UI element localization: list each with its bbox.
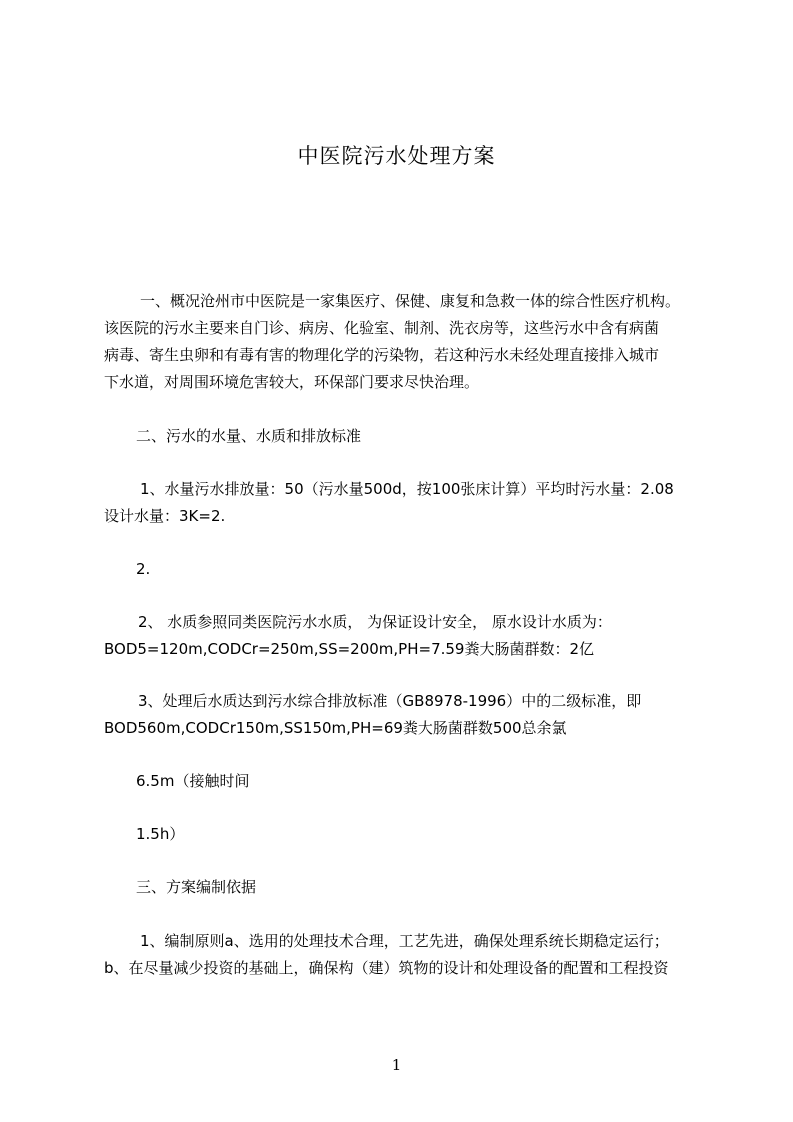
paragraph-line: 6.5m（接触时间: [136, 772, 250, 790]
paragraph-line: 一、概况沧州市中医院是一家集医疗、保健、康复和急救一体的综合性医疗机构。: [140, 292, 681, 310]
paragraph-line: 3、处理后水质达到污水综合排放标准（GB8978-1996）中的二级标准，即: [138, 692, 642, 710]
paragraph-line: 2.: [136, 560, 151, 578]
paragraph-line: BOD560m,CODCr150m,SS150m,PH=69粪大肠菌群数500总余氯: [104, 719, 567, 737]
paragraph-line: 设计水量：3K=2.: [104, 507, 226, 525]
paragraph-line: 该医院的污水主要来自门诊、病房、化验室、制剂、洗衣房等，这些污水中含有病菌: [104, 319, 660, 337]
paragraph-line: BOD5=120m,CODCr=250m,SS=200m,PH=7.59粪大肠菌群数：2亿: [104, 640, 595, 658]
section-heading: 二、污水的水量、水质和排放标准: [136, 427, 362, 445]
paragraph-line: 1、水量污水排放量：50（污水量500d，按100张床计算）平均时污水量：2.08: [140, 480, 674, 498]
paragraph-line: 下水道，对周围环境危害较大，环保部门要求尽快治理。: [104, 373, 480, 391]
paragraph-line: 1、编制原则a、选用的处理技术合理，工艺先进，确保处理系统长期稳定运行；: [140, 932, 669, 950]
section-heading: 三、方案编制依据: [136, 878, 257, 896]
paragraph-line: 2、 水质参照同类医院污水水质， 为保证设计安全， 原水设计水质为：: [138, 613, 612, 631]
page-number: 1: [391, 1056, 402, 1074]
paragraph-line: b、在尽量减少投资的基础上，确保构（建）筑物的设计和处理设备的配置和工程投资: [104, 959, 669, 977]
paragraph-line: 1.5h）: [136, 825, 185, 843]
paragraph-line: 病毒、寄生虫卵和有毒有害的物理化学的污染物，若这种污水未经处理直接排入城市: [104, 346, 660, 364]
page-title: 中医院污水处理方案: [297, 144, 496, 168]
